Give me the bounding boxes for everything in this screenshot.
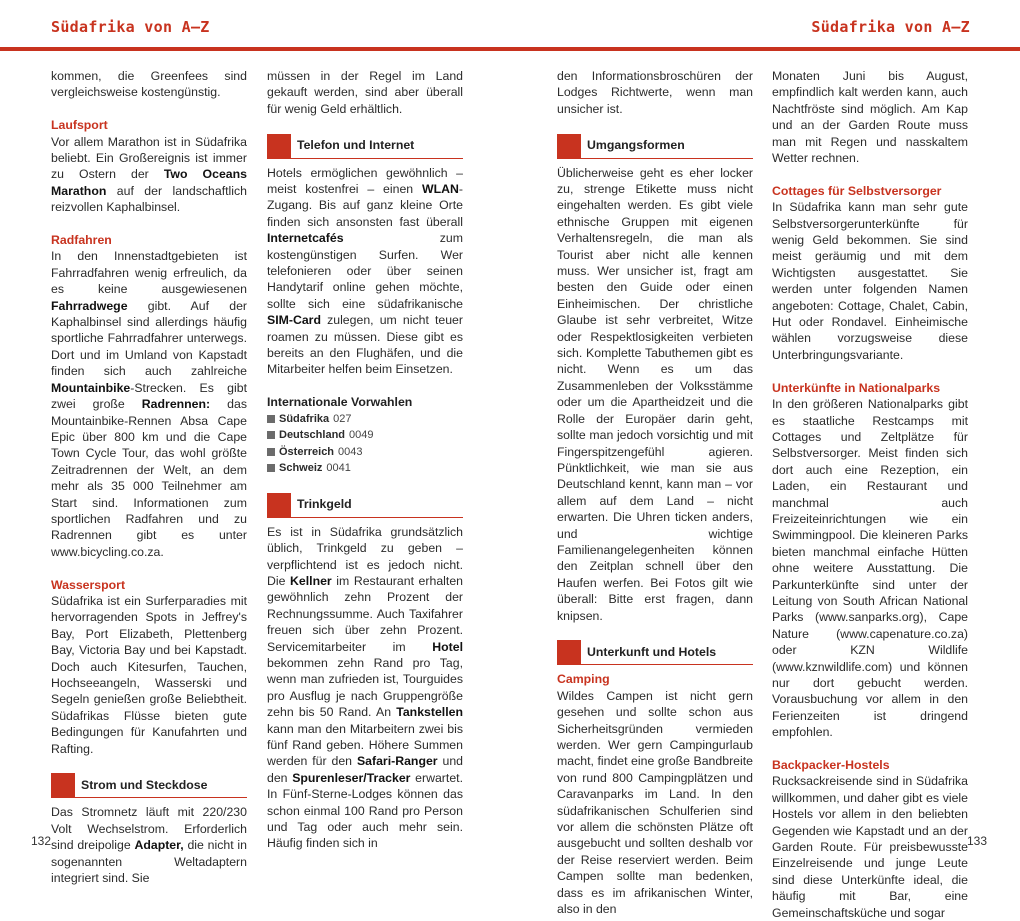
paragraph: Das Stromnetz läuft mit 220/230 Volt Wechselstrom. Erforderlich sind dreipolige Adapter, die nicht in sogenannten Weltadaptern integriert sind. Sie bbox=[51, 805, 247, 886]
paragraph: Wildes Campen ist nicht gern gesehen und sollte schon aus Sicherheitsgründen vermieden werden. Wer gern Campingurlaub macht, findet eine große Bandbreite von rund 800 Campingplätzen und Caravanparks im Land. In den südafrikanischen Schulferien sind vor allem die schönsten Plätze oft ausgebucht und sollten deshalb vor der Reise reserviert werden. Beim Campen sollte man bedenken, dass es im afrikanischen Winter, also in den bbox=[557, 688, 753, 917]
header-rule bbox=[0, 47, 1020, 51]
section-marker bbox=[557, 134, 581, 158]
paragraph: den Informationsbroschüren der Lodges Richtwerte, wenn man unsicher ist. bbox=[557, 69, 753, 116]
dial-codes-list bbox=[267, 411, 463, 477]
section-marker bbox=[267, 493, 291, 517]
section-title: Strom und Steckdose bbox=[81, 778, 208, 792]
paragraph: Vor allem Marathon ist in Südafrika beliebt. Ein Großereignis ist immer zu Ostern der Two Oceans Marathon auf der landschaftlich reizvollen Kaphalbinsel. bbox=[51, 134, 247, 215]
dial-code-row: Deutschland 0049 bbox=[267, 427, 463, 443]
section-title: Trinkgeld bbox=[297, 497, 352, 512]
square-bullet-icon bbox=[267, 448, 275, 456]
paragraph: kommen, die Greenfees sind vergleichsweise kostengünstig. bbox=[51, 69, 247, 100]
column-4 bbox=[772, 68, 968, 921]
subheading-camping: Camping bbox=[557, 672, 610, 687]
running-header-right: Südafrika von A–Z bbox=[811, 18, 970, 36]
paragraph: Es ist in Südafrika grundsätzlich üblich, Trinkgeld zu geben – verpflichtend ist es jedoch nicht. Die Kellner im Restaurant erhalten gewöhnlich zehn Prozent der Rechnungssumme. Auch Taxifahrer freuen sich über zehn Prozent. Servicemitarbeiter im Hotel bekommen zehn Rand pro Tag, wenn man zufrieden ist, Tourguides pro Ausflug je nach Gruppengröße zehn bis 50 Rand. An Tankstellen kann man den Mitarbeitern zwei bis fünf Rand geben. Höhere Summen werden für den Safari-Ranger und den Spurenleser/Tracker erwartet. In Fünf-Sterne-Lodges können das schon einmal 100 Rand pro Person und Tag oder auch mehr sein. Häufig finden sich in bbox=[267, 524, 464, 851]
dial-code-row: Südafrika 027 bbox=[267, 411, 463, 427]
section-title: Unterkunft und Hotels bbox=[587, 644, 717, 659]
paragraph: Monaten Juni bis August, empfindlich kalt werden kann, auch Nachtfröste sind möglich. Am Kap und an der Garden Route muss man mit Regen und nasskaltem Wetter rechnen. bbox=[772, 69, 968, 166]
subheading-wassersport: Wassersport bbox=[51, 577, 126, 592]
subheading-cottages: Cottages für Selbstversorger bbox=[772, 183, 942, 198]
paragraph: Rucksackreisende sind in Südafrika willkommen, und daher gibt es viele Hostels vor allem in den beliebten Gegenden wie Kapstadt und an der Garden Route. Für preisbewusste Einzelreisende und junge Leute sind diese Unterkünfte ideal, die häufig mit Bar, eine Gemeinschaftsküche und sogar bbox=[772, 774, 968, 920]
paragraph: müssen in der Regel im Land gekauft werden, sind aber überall für wenig Geld erhältlich. bbox=[267, 69, 463, 116]
page-number-left: 132 bbox=[31, 834, 52, 848]
square-bullet-icon bbox=[267, 431, 275, 439]
square-bullet-icon bbox=[267, 415, 275, 423]
paragraph: Üblicherweise geht es eher locker zu, strenge Etikette muss nicht eingehalten werden. Es gibt viele ethnische Gruppen mit eigenen Verhaltensregeln, die man als Tourist aber nicht alle kennen muss. Wer unsicher ist, fragt am besten den Guide oder einen Einheimischen. Der christliche Glaube ist sehr verbreitet, Witze oder Respektlosigkeiten verbieten sich. Komplette Tabuthemen gibt es nicht. Wenn es um das Zusammenleben der Volksstämme oder um die Apartheidzeit und die Rolle der Europäer darin geht, sollte man jedoch vorsichtig und mit Fingerspitzengefühl agieren. Pünktlichkeit, wie man sie aus Deutschland kennt, kann man – vor allem auf dem Land – nicht erwarten. Die Uhren ticken anders, und wichtige Familienangelegenheiten können den Zeitplan schnell über den Haufen werfen. Bei Fotos gilt wie überall: Bitte erst fragen, dann knipsen. bbox=[557, 165, 753, 623]
section-marker bbox=[51, 773, 75, 797]
column-1 bbox=[51, 68, 247, 886]
section-header-umgangsformen bbox=[557, 134, 753, 159]
section-marker bbox=[267, 134, 291, 158]
subheading-nationalparks: Unterkünfte in Nationalparks bbox=[772, 380, 941, 395]
section-marker bbox=[557, 640, 581, 664]
dial-code-row: Österreich 0043 bbox=[267, 444, 463, 460]
subheading-laufsport: Laufsport bbox=[51, 118, 108, 133]
subheading-radfahren: Radfahren bbox=[51, 233, 112, 248]
paragraph: In den Innenstadtgebieten ist Fahrradfahren wenig erfreulich, da es keine ausgewiesenen Fahrradwege gibt. Auf der Kaphalbinsel sind allerdings häufig sportliche Fahrradfahrer unterwegs. Dort und im Umland von Kapstadt finden sich auch zahlreiche Mountainbike-Strecken. Es gibt zwei große Radrennen: das Mountainbike-Rennen Absa Cape Epic über 800 km und die Cape Town Cycle Tour, das wohl größte Zeitradrennen der Welt, an dem mehr als 35 000 Teilnehmer am Start sind. Informationen zum sportlichen Radfahren und zu Radrennen gibt es unter www.bicycling.co.za. bbox=[51, 249, 247, 559]
dial-codes-heading: Internationale Vorwahlen bbox=[267, 395, 413, 410]
page-number-right: 133 bbox=[966, 834, 987, 848]
column-3 bbox=[557, 68, 753, 917]
section-header-strom bbox=[51, 773, 247, 798]
dial-code-row: Schweiz 0041 bbox=[267, 460, 463, 476]
paragraph: In Südafrika kann man sehr gute Selbstversorgerunterkünfte für wenig Geld bekommen. Sie sind meist geräumig und mit dem Wichtigsten ausgestattet. Sie werden unter folgenden Namen angeboten: Cottage, Chalet, Cabin, Hut oder Rondavel. Einheimische wählen vorzugsweise diese Unterbringungsvariante. bbox=[772, 200, 968, 362]
running-header-left: Südafrika von A–Z bbox=[51, 18, 210, 36]
section-title: Umgangsformen bbox=[587, 138, 685, 153]
section-header-trinkgeld bbox=[267, 493, 463, 518]
square-bullet-icon bbox=[267, 464, 275, 472]
paragraph: Südafrika ist ein Surferparadies mit hervorragenden Spots in Jeffrey's Bay, Port Elizabeth, Plettenberg Bay, Victoria Bay und bei Kapstadt. Doch auch Kitesurfen, Tauchen, Hochseeangeln, Wasserski und Segeln genießen große Beliebtheit. Südafrikas Flüsse bieten gute Bedingungen für Kanufahrten und Rafting. bbox=[51, 593, 247, 756]
column-2 bbox=[267, 68, 463, 852]
subheading-backpacker: Backpacker-Hostels bbox=[772, 758, 890, 773]
section-title: Telefon und Internet bbox=[297, 138, 415, 153]
paragraph: In den größeren Nationalparks gibt es staatliche Restcamps mit Cottages und Zeltplätze für Selbstversorger. Meist finden sich dort auch eine Rezeption, ein Laden, ein Restaurant und manchmal auch Freizeiteinrichtungen wie ein Swimmingpool. Die kleineren Parks bieten manchmal einfache Hütten ohne weitere Ausstattung. Die Parkunterkünfte sind unter der Leitung von South African National Parks (www.sanparks.org), Cape Nature (www.capenature.co.za) oder KZN Wildlife (www.kznwildlife.com) und können nur dort gebucht werden. Vorausbuchung vor allem in den Ferienzeiten ist dringend empfohlen. bbox=[772, 397, 968, 740]
section-header-unterkunft bbox=[557, 640, 753, 665]
section-header-telefon bbox=[267, 134, 463, 159]
paragraph: Hotels ermöglichen gewöhnlich – meist kostenfrei – einen WLAN-Zugang. Bis auf ganz kleine Orte finden sich ansonsten fast überall Internetcafés zum kostengünstigen Surfen. Wer telefonieren oder über seinen Handytarif online gehen möchte, sollte sich eine südafrikanische SIM-Card zulegen, um nicht teuer roamen zu müssen. Diese gibt es bereits an den Flughäfen, und die Mitarbeiter helfen beim Einsetzen. bbox=[267, 165, 463, 377]
